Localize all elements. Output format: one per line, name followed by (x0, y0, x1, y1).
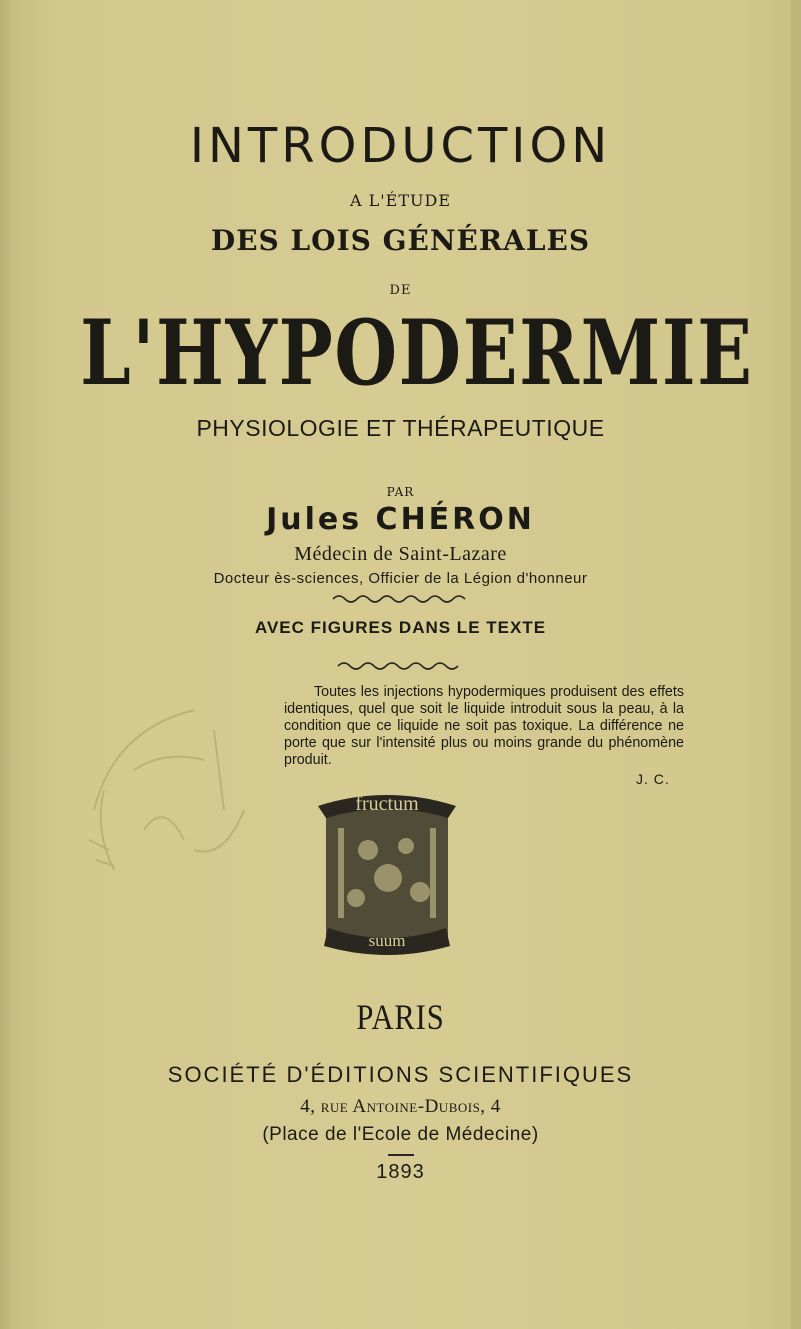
imprint-address: 4, rue Antoine-Dubois, 4 (300, 1096, 501, 1117)
title-line-a-l-etude: A L'ÉTUDE (349, 191, 451, 210)
author-name: Jules CHÉRON (266, 502, 535, 537)
epigraph-signature: J. C. (636, 771, 670, 787)
title-line-lois-generales: DES LOIS GÉNÉRALES (210, 224, 591, 257)
imprint-city: PARIS (356, 997, 445, 1037)
publisher-emblem (308, 788, 466, 960)
imprint-rule (388, 1154, 414, 1156)
title-subtitle: PHYSIOLOGIE ET THÉRAPEUTIQUE (196, 415, 605, 441)
figures-note: AVEC FIGURES DANS LE TEXTE (254, 618, 547, 637)
author-position: Médecin de Saint-Lazare (294, 543, 507, 565)
epigraph (284, 684, 684, 769)
title-subject: L'HYPODERMIE (80, 300, 754, 406)
author-credentials: Docteur ès-sciences, Officier de la Légion d'honneur (213, 570, 588, 587)
imprint-publisher: SOCIÉTÉ D'ÉDITIONS SCIENTIFIQUES (167, 1062, 634, 1087)
imprint-place: (Place de l'Ecole de Médecine) (262, 1124, 539, 1145)
emblem-top-motto: fructum (355, 793, 419, 815)
imprint-year: 1893 (376, 1161, 425, 1183)
emblem-bottom-motto: suum (368, 931, 406, 950)
library-stamp-watermark (74, 690, 274, 900)
title-line-de: DE (389, 283, 412, 298)
ornament-wave-top (0, 588, 801, 607)
ornament-wave-bottom (0, 655, 801, 674)
epigraph-text: Toutes les injections hypodermiques produisent des effets identiques, quel que soit le liquide introduit sous la peau, à la condition que ce liquide ne soit pas toxique. La différence ne porte que sur l'intensité plus ou moins grande du phénomène produit. (284, 684, 684, 768)
title-main: INTRODUCTION (189, 118, 612, 174)
author-par: PAR (386, 485, 415, 499)
